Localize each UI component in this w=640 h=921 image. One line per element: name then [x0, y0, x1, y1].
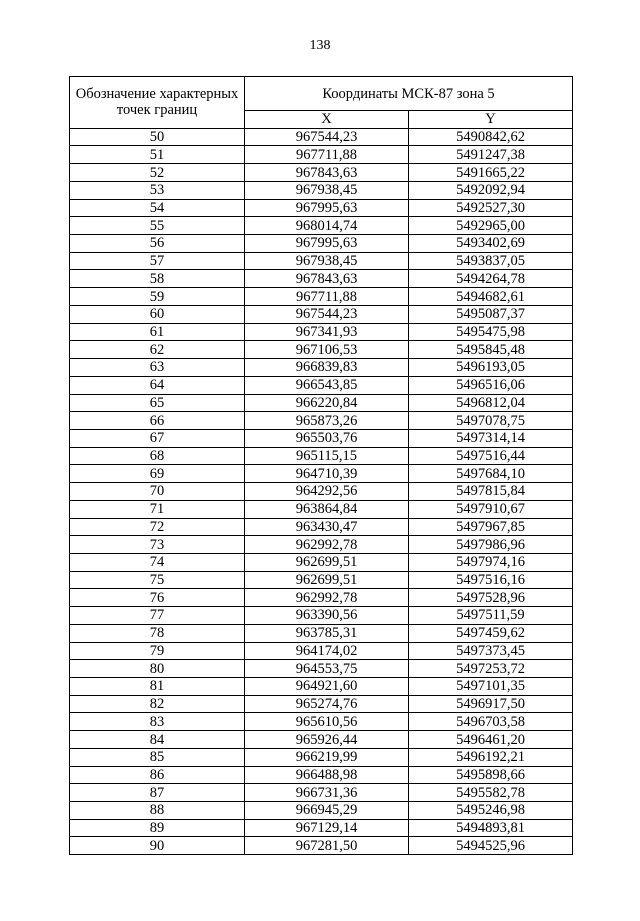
cell-y: 5497078,75: [409, 412, 573, 430]
cell-y: 5494525,96: [409, 837, 573, 855]
cell-y: 5492965,00: [409, 217, 573, 235]
cell-point: 52: [70, 164, 245, 182]
cell-point: 53: [70, 181, 245, 199]
cell-y: 5497516,16: [409, 571, 573, 589]
table-row: [70, 660, 573, 678]
cell-y: 5495898,66: [409, 766, 573, 784]
cell-point: 73: [70, 536, 245, 554]
cell-point: 60: [70, 305, 245, 323]
cell-x: 962992,78: [245, 589, 409, 607]
cell-x: 966219,99: [245, 748, 409, 766]
cell-x: 965503,76: [245, 429, 409, 447]
cell-x: 967843,63: [245, 164, 409, 182]
cell-y: 5496516,06: [409, 376, 573, 394]
table-row: [70, 766, 573, 784]
cell-x: 962699,51: [245, 553, 409, 571]
cell-x: 967938,45: [245, 252, 409, 270]
cell-y: 5497684,10: [409, 465, 573, 483]
coordinates-table: [69, 76, 573, 855]
cell-y: 5494264,78: [409, 270, 573, 288]
table-row: [70, 483, 573, 501]
cell-point: 74: [70, 553, 245, 571]
cell-point: 86: [70, 766, 245, 784]
cell-point: 89: [70, 819, 245, 837]
header-y: Y: [409, 111, 573, 129]
table-row: [70, 607, 573, 625]
cell-x: 967281,50: [245, 837, 409, 855]
table-row: [70, 217, 573, 235]
cell-y: 5497910,67: [409, 500, 573, 518]
cell-y: 5495845,48: [409, 341, 573, 359]
cell-point: 70: [70, 483, 245, 501]
cell-x: 963864,84: [245, 500, 409, 518]
cell-x: 967995,63: [245, 235, 409, 253]
table-row: [70, 235, 573, 253]
table-row: [70, 323, 573, 341]
cell-y: 5497511,59: [409, 607, 573, 625]
table-row: [70, 181, 573, 199]
cell-x: 967341,93: [245, 323, 409, 341]
table-row: [70, 571, 573, 589]
cell-point: 78: [70, 624, 245, 642]
cell-point: 83: [70, 713, 245, 731]
cell-y: 5496192,21: [409, 748, 573, 766]
cell-point: 50: [70, 128, 245, 146]
table-row: [70, 252, 573, 270]
cell-y: 5494682,61: [409, 288, 573, 306]
cell-x: 966543,85: [245, 376, 409, 394]
cell-point: 87: [70, 784, 245, 802]
cell-x: 967711,88: [245, 288, 409, 306]
cell-point: 69: [70, 465, 245, 483]
table-row: [70, 270, 573, 288]
table-row: [70, 341, 573, 359]
cell-point: 64: [70, 376, 245, 394]
cell-y: 5496703,58: [409, 713, 573, 731]
cell-x: 965926,44: [245, 731, 409, 749]
table-row: [70, 128, 573, 146]
cell-point: 59: [70, 288, 245, 306]
cell-x: 966839,83: [245, 359, 409, 377]
cell-x: 964710,39: [245, 465, 409, 483]
cell-point: 81: [70, 678, 245, 696]
cell-y: 5491247,38: [409, 146, 573, 164]
table-row: [70, 447, 573, 465]
table-row: [70, 412, 573, 430]
cell-y: 5493402,69: [409, 235, 573, 253]
table-row: [70, 748, 573, 766]
cell-y: 5497967,85: [409, 518, 573, 536]
cell-y: 5497974,16: [409, 553, 573, 571]
cell-point: 67: [70, 429, 245, 447]
table-row: [70, 624, 573, 642]
cell-y: 5495475,98: [409, 323, 573, 341]
cell-y: 5496461,20: [409, 731, 573, 749]
cell-x: 964921,60: [245, 678, 409, 696]
table-row: [70, 713, 573, 731]
cell-y: 5497459,62: [409, 624, 573, 642]
cell-x: 967938,45: [245, 181, 409, 199]
table-row: [70, 518, 573, 536]
cell-point: 77: [70, 607, 245, 625]
cell-point: 71: [70, 500, 245, 518]
table-row: [70, 784, 573, 802]
cell-point: 76: [70, 589, 245, 607]
cell-point: 79: [70, 642, 245, 660]
cell-x: 963390,56: [245, 607, 409, 625]
cell-point: 57: [70, 252, 245, 270]
cell-point: 88: [70, 802, 245, 820]
cell-y: 5496193,05: [409, 359, 573, 377]
cell-point: 63: [70, 359, 245, 377]
cell-y: 5497528,96: [409, 589, 573, 607]
table-row: [70, 305, 573, 323]
cell-y: 5497516,44: [409, 447, 573, 465]
table-row: [70, 837, 573, 855]
cell-x: 962992,78: [245, 536, 409, 554]
cell-x: 966220,84: [245, 394, 409, 412]
page-number: 138: [309, 38, 331, 53]
cell-point: 72: [70, 518, 245, 536]
cell-y: 5492092,94: [409, 181, 573, 199]
cell-point: 56: [70, 235, 245, 253]
cell-x: 967129,14: [245, 819, 409, 837]
cell-y: 5497253,72: [409, 660, 573, 678]
cell-x: 967995,63: [245, 199, 409, 217]
cell-x: 966488,98: [245, 766, 409, 784]
cell-x: 963430,47: [245, 518, 409, 536]
table-row: [70, 359, 573, 377]
table-row: [70, 678, 573, 696]
cell-x: 965610,56: [245, 713, 409, 731]
cell-y: 5497815,84: [409, 483, 573, 501]
cell-point: 75: [70, 571, 245, 589]
table-row: [70, 465, 573, 483]
table-row: [70, 394, 573, 412]
table-row: [70, 199, 573, 217]
cell-y: 5490842,62: [409, 128, 573, 146]
cell-x: 966945,29: [245, 802, 409, 820]
table-row: [70, 642, 573, 660]
table-row: [70, 819, 573, 837]
cell-point: 84: [70, 731, 245, 749]
table-row: [70, 376, 573, 394]
table-row: [70, 802, 573, 820]
cell-x: 968014,74: [245, 217, 409, 235]
cell-point: 82: [70, 695, 245, 713]
cell-y: 5495246,98: [409, 802, 573, 820]
cell-x: 964174,02: [245, 642, 409, 660]
cell-x: 965274,76: [245, 695, 409, 713]
table-row: [70, 429, 573, 447]
table-row: [70, 695, 573, 713]
cell-y: 5496917,50: [409, 695, 573, 713]
header-x: X: [245, 111, 409, 129]
cell-y: 5495582,78: [409, 784, 573, 802]
table-row: [70, 731, 573, 749]
cell-point: 58: [70, 270, 245, 288]
cell-x: 962699,51: [245, 571, 409, 589]
cell-point: 51: [70, 146, 245, 164]
cell-point: 66: [70, 412, 245, 430]
cell-x: 965873,26: [245, 412, 409, 430]
cell-point: 65: [70, 394, 245, 412]
table-row: [70, 500, 573, 518]
table-row: [70, 164, 573, 182]
cell-y: 5495087,37: [409, 305, 573, 323]
cell-x: 964553,75: [245, 660, 409, 678]
cell-x: 963785,31: [245, 624, 409, 642]
cell-y: 5492527,30: [409, 199, 573, 217]
cell-point: 54: [70, 199, 245, 217]
cell-x: 967544,23: [245, 128, 409, 146]
cell-point: 68: [70, 447, 245, 465]
table-row: [70, 146, 573, 164]
cell-x: 967544,23: [245, 305, 409, 323]
cell-x: 967106,53: [245, 341, 409, 359]
cell-point: 80: [70, 660, 245, 678]
cell-x: 967843,63: [245, 270, 409, 288]
cell-point: 90: [70, 837, 245, 855]
table-row: [70, 536, 573, 554]
cell-y: 5494893,81: [409, 819, 573, 837]
header-points: Обозначение характерных точек границ: [70, 77, 245, 129]
cell-x: 967711,88: [245, 146, 409, 164]
cell-y: 5491665,22: [409, 164, 573, 182]
table-header-row: [70, 77, 573, 111]
table-row: [70, 589, 573, 607]
cell-x: 964292,56: [245, 483, 409, 501]
table-row: [70, 288, 573, 306]
cell-y: 5493837,05: [409, 252, 573, 270]
cell-point: 55: [70, 217, 245, 235]
cell-point: 62: [70, 341, 245, 359]
table-body: [70, 128, 573, 854]
cell-y: 5497373,45: [409, 642, 573, 660]
cell-y: 5497986,96: [409, 536, 573, 554]
cell-x: 965115,15: [245, 447, 409, 465]
header-coordinates: Координаты МСК-87 зона 5: [245, 77, 573, 111]
cell-point: 85: [70, 748, 245, 766]
cell-point: 61: [70, 323, 245, 341]
cell-x: 966731,36: [245, 784, 409, 802]
cell-y: 5496812,04: [409, 394, 573, 412]
cell-y: 5497101,35: [409, 678, 573, 696]
cell-y: 5497314,14: [409, 429, 573, 447]
table-row: [70, 553, 573, 571]
